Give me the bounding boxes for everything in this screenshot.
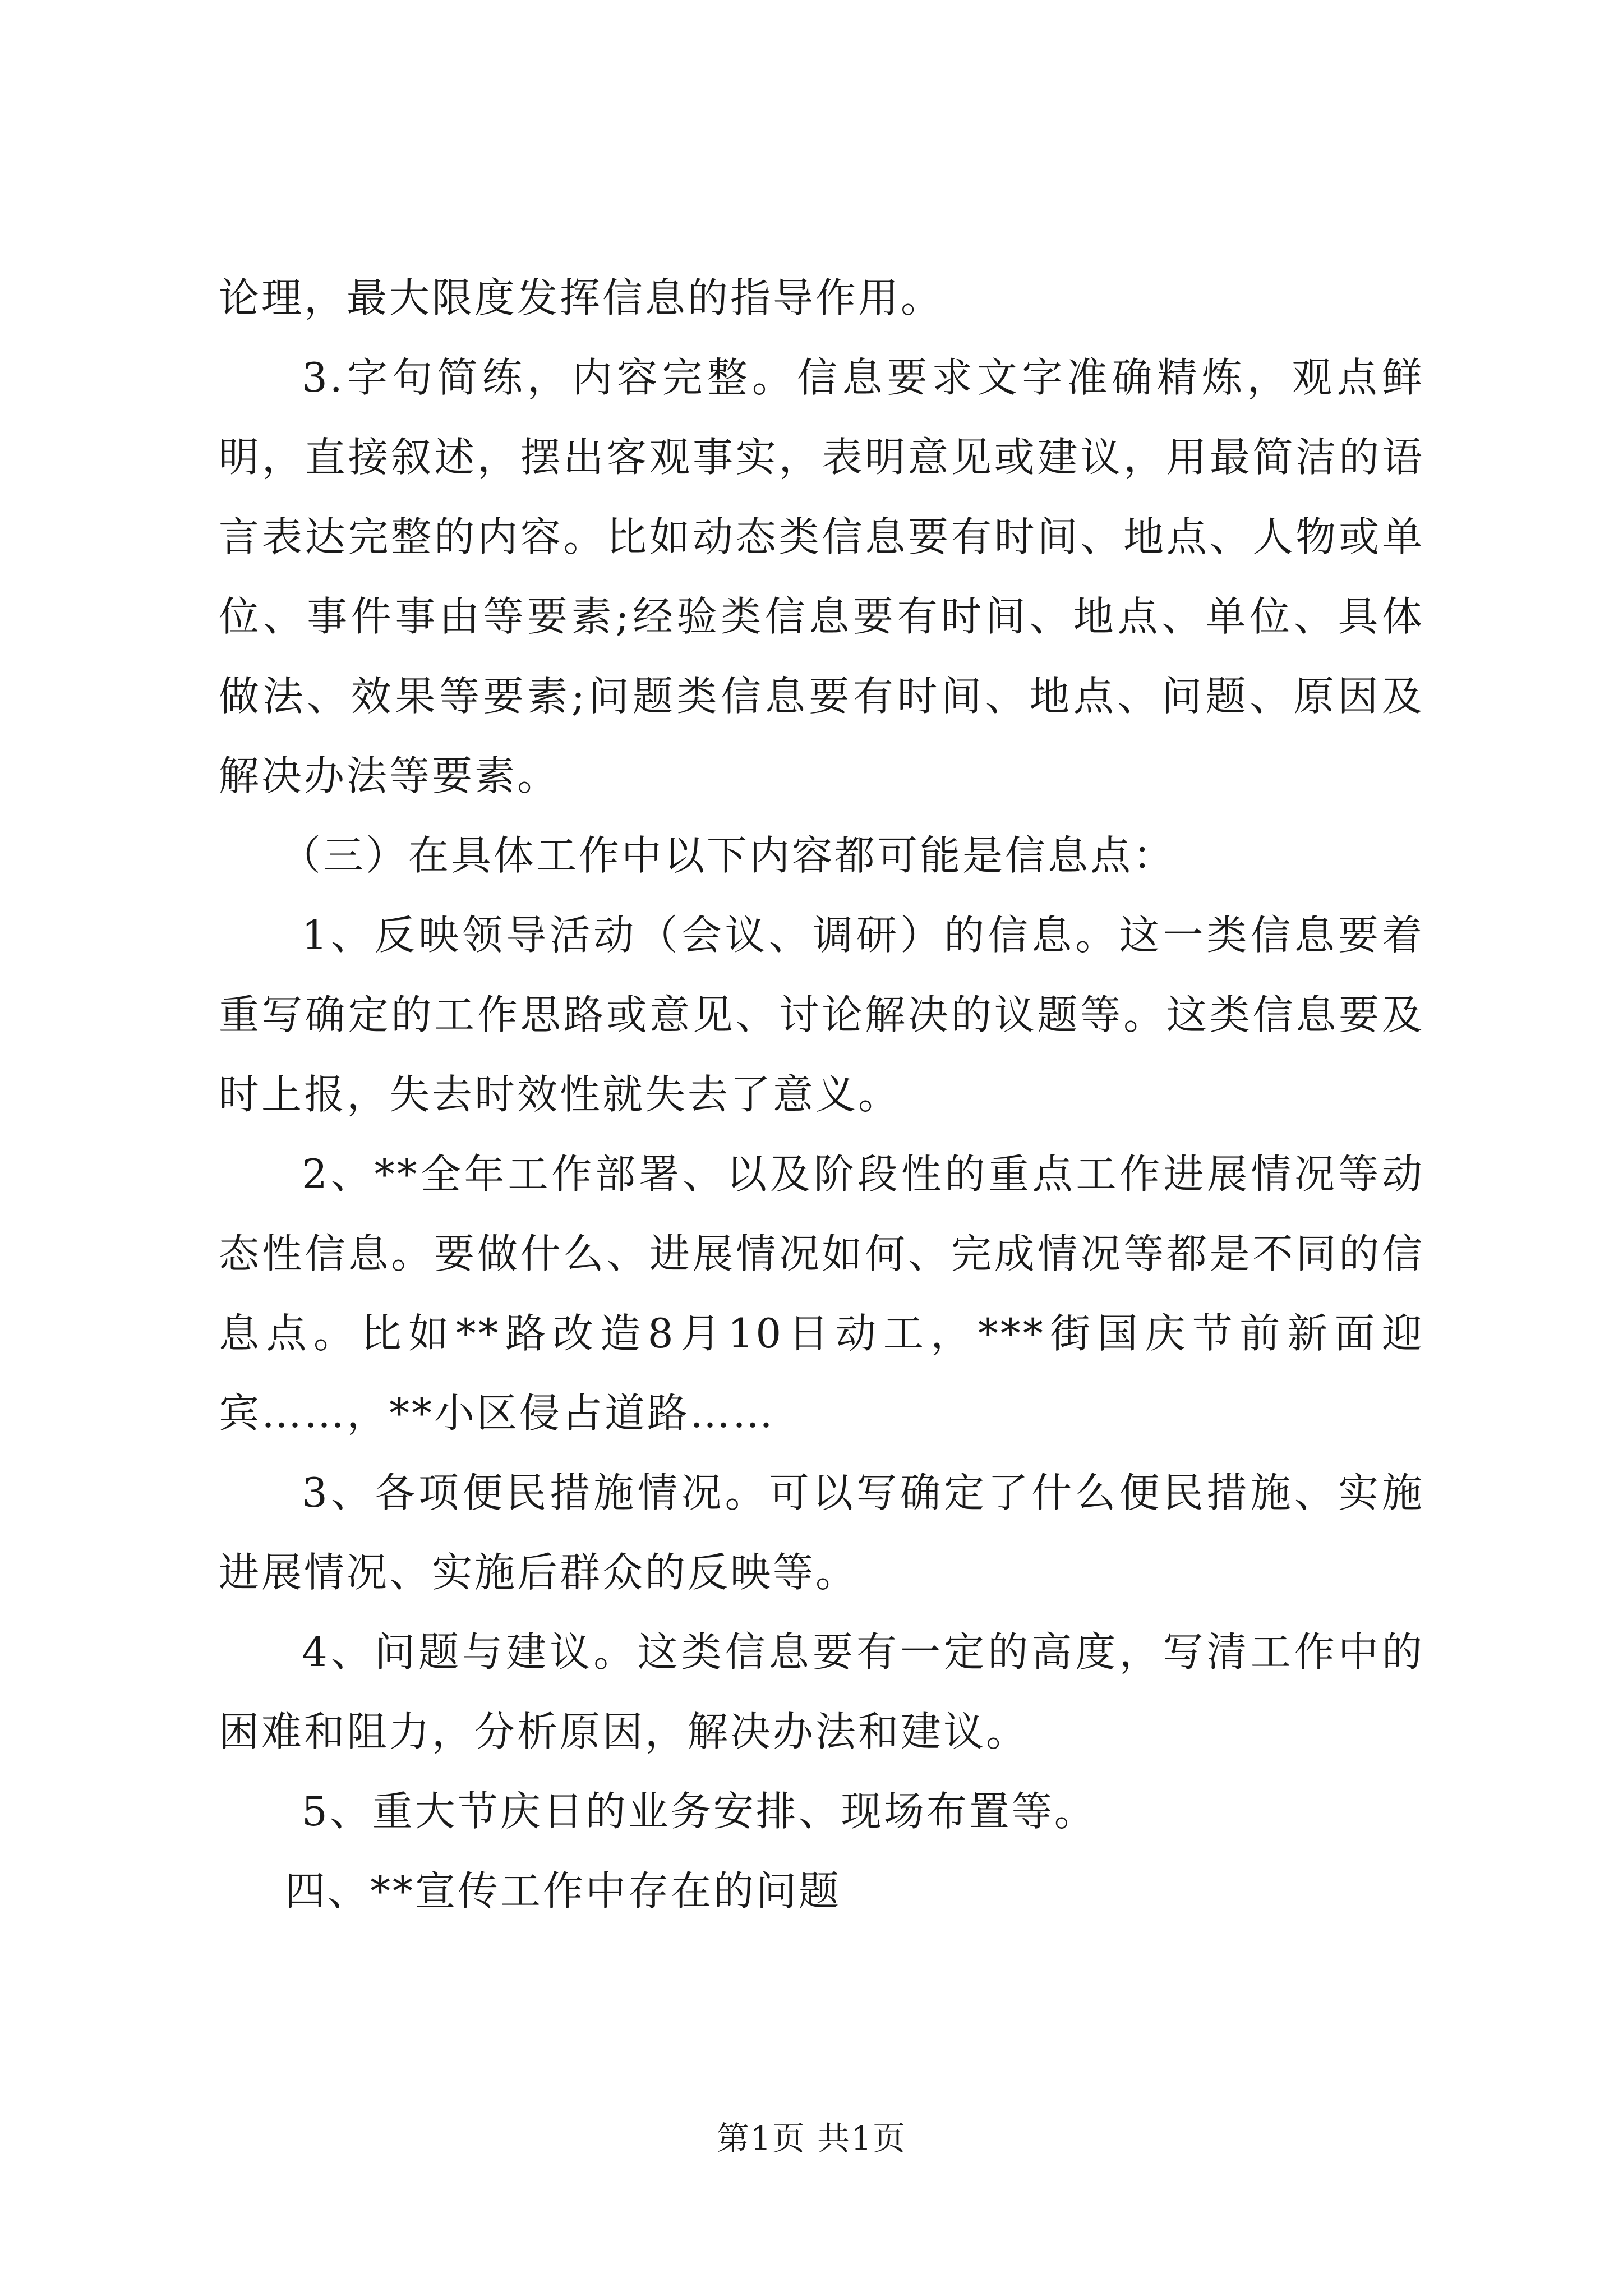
- page-number-label: 第1页 共1页: [716, 2119, 907, 2157]
- paragraph-item-4-problems: 4、问题与建议。这类信息要有一定的高度，写清工作中的困难和阻力，分析原因，解决办法和建议。: [219, 1628, 1424, 1755]
- section-heading-four: 四、**宣传工作中存在的问题: [285, 1867, 842, 1915]
- paragraph-continuation: 论理，最大限度发挥信息的指导作用。: [219, 274, 944, 321]
- document-body: [219, 258, 1424, 1931]
- paragraph-item-5-festivals: 5、重大节庆日的业务安排、现场布置等。: [302, 1788, 1097, 1835]
- paragraph-item-2-annual-work: 2、**全年工作部署、以及阶段性的重点工作进展情况等动态性信息。要做什么、进展情况如何、完成情况等都是不同的信息点。比如**路改造8月10日动工，***街国庆节前新面迎宾……，**小区侵占道路……: [219, 1151, 1424, 1437]
- paragraph-item-1-leadership: 1、反映领导活动（会议、调研）的信息。这一类信息要着重写确定的工作思路或意见、讨论解决的议题等。这类信息要及时上报，失去时效性就失去了意义。: [219, 912, 1424, 1118]
- paragraph-item-3-concise: 3.字句简练，内容完整。信息要求文字准确精炼，观点鲜明，直接叙述，摆出客观事实，表明意见或建议，用最简洁的语言表达完整的内容。比如动态类信息要有时间、地点、人物或单位、事件事由等要素;经验类信息要有时间、地点、单位、具体做法、效果等要素;问题类信息要有时间、地点、问题、原因及解决办法等要素。: [219, 354, 1424, 799]
- subheading-information-points: （三）在具体工作中以下内容都可能是信息点：: [280, 832, 1176, 879]
- page-footer: [0, 2116, 1623, 2161]
- paragraph-item-3-convenience: 3、各项便民措施情况。可以写确定了什么便民措施、实施进展情况、实施后群众的反映等。: [219, 1469, 1424, 1596]
